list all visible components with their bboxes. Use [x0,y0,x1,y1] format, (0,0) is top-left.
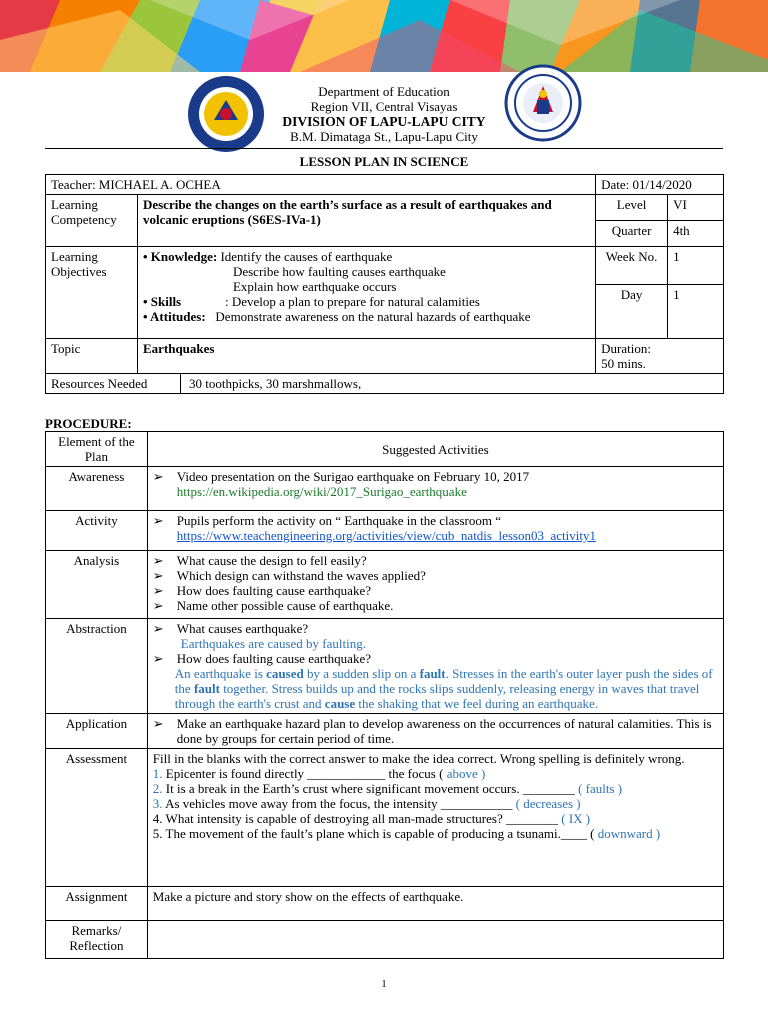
day-value: 1 [668,285,724,339]
skills-text: : Develop a plan to prepare for natural calamities [224,294,480,309]
awareness-text: Video presentation on the Surigao earthquake on February 10, 2017 [176,469,530,484]
analysis-cell [147,551,723,619]
knowledge-label: • Knowledge: [142,249,218,264]
list-item: ➢ Name other possible cause of earthquake. [152,598,394,613]
procedure-heading: PROCEDURE: [45,416,132,431]
region-name: Region VII, Central Visayas [310,99,458,114]
application-text: Make an earthquake hazard plan to develop awareness on the occurrences of natural calamities. This is done by groups for certain period of time. [176,716,712,746]
competency-text: Describe the changes on the earth’s surface as a result of earthquakes and volcanic eruptions (S6ES-IVa-1) [137,195,595,247]
arrow-bullet-icon: ➢ [152,553,164,568]
letterhead-text [0,84,768,144]
letterhead [0,80,768,150]
attitudes-label: • Attitudes: [142,309,206,324]
resources-row [46,374,724,394]
quarter-value: 4th [668,221,724,247]
quarter-label: Quarter [596,221,668,247]
week-label: Week No. [596,247,668,285]
topic-label: Topic [46,339,138,374]
arrow-bullet-icon: ➢ [152,621,164,636]
date-cell: Date: 01/14/2020 [596,175,724,195]
abstraction-a1: Earthquakes are caused by faulting. [180,636,366,651]
awareness-link[interactable]: https://en.wikipedia.org/wiki/2017_Surigao_earthquake [176,484,467,499]
arrow-bullet-icon: ➢ [152,583,164,598]
analysis-label: Analysis [46,551,148,619]
assignment-label: Assignment [46,887,148,921]
letterhead-divider [45,148,723,149]
assessment-label: Assessment [46,749,148,887]
activity-label: Activity [46,511,148,551]
level-label: Level [596,195,668,221]
abstraction-label: Abstraction [46,619,148,714]
lesson-info-table [45,174,724,394]
activity-text: Pupils perform the activity on “ Earthquake in the classroom “ [176,513,501,528]
list-item: 4. What intensity is capable of destroying all man-made structures? ________ ( IX ) [152,811,591,826]
knowledge-1: Identify the causes of earthquake [220,249,393,264]
activity-cell [147,511,723,551]
list-item: ➢ How does faulting cause earthquake? [152,583,371,598]
list-item: ➢ What cause the design to fell easily? [152,553,367,568]
competency-label: Learning Competency [46,195,138,247]
col-activities-header: Suggested Activities [147,432,723,467]
abstraction-cell [147,619,723,714]
application-cell [147,714,723,749]
list-item: 1. Epicenter is found directly ____________ the focus ( above ) [152,766,486,781]
assignment-text: Make a picture and story show on the effects of earthquake. [147,887,723,921]
day-label: Day [596,285,668,339]
duration-value: 50 mins. [601,356,646,371]
teacher-cell: Teacher: MICHAEL A. OCHEA [46,175,596,195]
arrow-bullet-icon: ➢ [152,598,164,613]
duration-cell [596,339,724,374]
arrow-bullet-icon: ➢ [152,651,164,666]
knowledge-2: Describe how faulting causes earthquake [232,264,446,279]
attitudes-text: Demonstrate awareness on the natural hazards of earthquake [215,309,531,324]
department-name: Department of Education [318,84,450,99]
abstraction-q2: How does faulting cause earthquake? [176,651,371,666]
awareness-cell [147,467,723,511]
abstraction-a2: An earthquake is caused by a sudden slip on a fault. Stresses in the earth's outer layer push the sides of the fault together. Stress builds up and the rocks slips suddenly, releasing energy in waves that travel through the earth's crust and cause the shaking that we feel during an earthquake. [174,666,713,711]
assessment-intro: Fill in the blanks with the correct answer to make the idea correct. Wrong spelling is definitely wrong. [152,751,685,766]
assessment-cell [147,749,723,887]
application-label: Application [46,714,148,749]
resources-label: Resources Needed [46,374,181,393]
arrow-bullet-icon: ➢ [152,469,164,484]
level-value: VI [668,195,724,221]
procedure-table [45,431,724,959]
skills-label: • Skills [142,294,182,309]
remarks-label: Remarks/ Reflection [46,921,148,959]
week-value: 1 [668,247,724,285]
objectives-cell [137,247,595,339]
abstraction-q1: What causes earthquake? [176,621,309,636]
page-title: LESSON PLAN IN SCIENCE [299,154,469,169]
arrow-bullet-icon: ➢ [152,568,164,583]
page-number: 1 [381,978,387,990]
col-element-header: Element of the Plan [46,432,148,467]
awareness-label: Awareness [46,467,148,511]
knowledge-3: Explain how earthquake occurs [232,279,397,294]
division-address: B.M. Dimataga St., Lapu-Lapu City [290,129,478,144]
arrow-bullet-icon: ➢ [152,716,164,731]
remarks-text [147,921,723,959]
arrow-bullet-icon: ➢ [152,513,164,528]
list-item: 2. It is a break in the Earth’s crust where significant movement occurs. ________ ( faults ) [152,781,623,796]
list-item: 5. The movement of the fault’s plane which is capable of producing a tsunami.____ ( downward ) [152,826,661,841]
division-name: DIVISION OF LAPU-LAPU CITY [282,114,486,129]
list-item: ➢ Which design can withstand the waves applied? [152,568,426,583]
objectives-label: Learning Objectives [46,247,138,339]
topic-value: Earthquakes [137,339,595,374]
resources-value: 30 toothpicks, 30 marshmallows, [189,376,362,391]
activity-link[interactable]: https://www.teachengineering.org/activities/view/cub_natdis_lesson03_activity1 [176,528,596,543]
list-item: 3. As vehicles move away from the focus, the intensity ___________ ( decreases ) [152,796,581,811]
duration-label: Duration: [601,341,651,356]
decorative-banner [0,0,768,72]
